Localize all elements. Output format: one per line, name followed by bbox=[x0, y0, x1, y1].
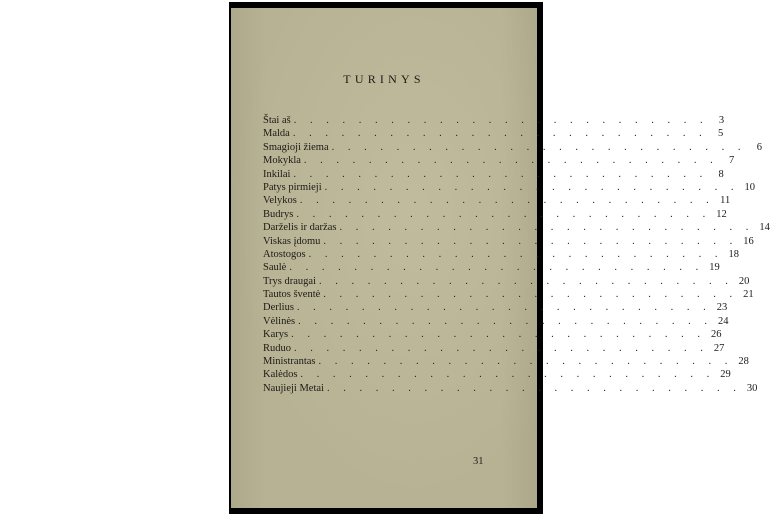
toc-entry-title: Trys draugai bbox=[263, 275, 316, 287]
dot-leader: . . . . . . . . . . . . . . . . . . . . . . . . . . bbox=[331, 141, 746, 153]
toc-entry-page: 19 bbox=[709, 262, 720, 274]
dot-leader: . . . . . . . . . . . . . . . . . . . . . . . . . . bbox=[303, 155, 719, 167]
dot-leader: . . . . . . . . . . . . . . . . . . . . . . . . . . bbox=[296, 208, 711, 220]
page-title: TURINYS bbox=[343, 72, 425, 86]
toc-entry-title: Smagioji žiema bbox=[263, 141, 329, 153]
toc-entry bbox=[263, 141, 762, 154]
toc-entry bbox=[263, 342, 725, 355]
toc-entry bbox=[263, 208, 727, 221]
toc-entry bbox=[263, 275, 750, 288]
toc-entry bbox=[263, 288, 754, 301]
toc-entry-title: Patys pirmieji bbox=[263, 181, 322, 193]
toc-entry bbox=[263, 248, 739, 261]
toc-entry bbox=[263, 315, 729, 328]
toc-entry-page: 20 bbox=[738, 275, 750, 287]
toc-entry-title: Mokykla bbox=[263, 155, 301, 167]
toc-entry bbox=[263, 382, 758, 395]
toc-entry-page: 11 bbox=[720, 195, 731, 207]
toc-entry-title: Karys bbox=[263, 329, 289, 341]
dot-leader: . . . . . . . . . . . . . . . . . . . . . . . . . . bbox=[293, 115, 709, 126]
dot-leader: . . . . . . . . . . . . . . . . . . . . . . . . . . bbox=[296, 302, 712, 314]
toc-entry bbox=[263, 194, 731, 207]
toc-entry-page: 21 bbox=[743, 289, 754, 301]
dot-leader: . . . . . . . . . . . . . . . . . . . . . . . . . . bbox=[323, 235, 738, 247]
toc-entry-page: 26 bbox=[710, 329, 722, 341]
toc-entry bbox=[263, 154, 735, 167]
toc-entry-title: Naujieji Metai bbox=[263, 382, 324, 394]
toc-entry bbox=[263, 368, 731, 381]
toc-entry bbox=[263, 114, 725, 127]
toc-entry-title: Ministrantas bbox=[263, 356, 316, 368]
toc-entry-page: 12 bbox=[716, 208, 727, 220]
toc-entry-page: 27 bbox=[713, 342, 725, 354]
page-number: 31 bbox=[473, 456, 484, 467]
dot-leader: . . . . . . . . . . . . . . . . . . . . . . . . . . bbox=[339, 222, 754, 234]
toc-entry-title: Ruduo bbox=[263, 342, 292, 354]
toc-entry-title: Velykos bbox=[263, 195, 297, 207]
toc-entry-page: 8 bbox=[718, 168, 724, 180]
dot-leader: . . . . . . . . . . . . . . . . . . . . . . . . . . bbox=[298, 315, 713, 327]
toc-entry bbox=[263, 355, 749, 368]
toc-entry-page: 5 bbox=[717, 128, 724, 140]
toc-entry-title: Tautos šventė bbox=[263, 289, 321, 301]
dot-leader: . . . . . . . . . . . . . . . . . . . . . . . . . . bbox=[292, 128, 708, 140]
toc-entry-title: Vėlinės bbox=[263, 315, 296, 327]
dot-leader: . . . . . . . . . . . . . . . . . . . . . . . . . . bbox=[291, 329, 706, 341]
dot-leader: . . . . . . . . . . . . . . . . . . . . . . . . . . bbox=[294, 342, 709, 354]
toc-entry bbox=[263, 168, 724, 181]
toc-entry-page: 18 bbox=[728, 248, 739, 260]
toc-entry bbox=[263, 301, 728, 314]
dot-leader: . . . . . . . . . . . . . . . . . . . . . . . . . . bbox=[319, 275, 734, 287]
dot-leader: . . . . . . . . . . . . . . . . . . . . . . . . . . bbox=[308, 248, 723, 260]
toc-entry-title: Viskas įdomu bbox=[263, 235, 321, 247]
dot-leader: . . . . . . . . . . . . . . . . . . . . . . . . . . bbox=[318, 356, 733, 368]
toc-entry bbox=[263, 328, 722, 341]
book-page bbox=[231, 8, 770, 508]
toc-entry-page: 16 bbox=[743, 235, 754, 247]
dot-leader: . . . . . . . . . . . . . . . . . . . . . . . . . . bbox=[300, 369, 715, 381]
dot-leader: . . . . . . . . . . . . . . . . . . . . . . . . . . bbox=[324, 181, 739, 193]
toc-entry bbox=[263, 261, 720, 274]
toc-entry-page: 24 bbox=[717, 315, 729, 327]
toc-entry-title: Saulė bbox=[263, 262, 287, 274]
toc-entry-page: 29 bbox=[720, 369, 731, 381]
toc-entry-title: Štai aš bbox=[263, 115, 291, 126]
toc-entry bbox=[263, 221, 770, 234]
table-of-contents bbox=[263, 114, 770, 395]
toc-entry-title: Darželis ir daržas bbox=[263, 222, 337, 234]
dot-leader: . . . . . . . . . . . . . . . . . . . . . . . . . . bbox=[326, 382, 742, 394]
toc-entry-title: Inkilai bbox=[263, 168, 291, 180]
dot-leader: . . . . . . . . . . . . . . . . . . . . . . . . . . bbox=[293, 168, 708, 180]
toc-entry bbox=[263, 235, 754, 248]
dot-leader: . . . . . . . . . . . . . . . . . . . . . . . . . . bbox=[323, 289, 738, 301]
toc-entry-title: Derlius bbox=[263, 302, 294, 314]
dot-leader: . . . . . . . . . . . . . . . . . . . . . . . . . . bbox=[299, 195, 715, 207]
toc-entry-page: 14 bbox=[759, 222, 770, 234]
dot-leader: . . . . . . . . . . . . . . . . . . . . . . . . . . bbox=[289, 262, 704, 274]
toc-entry-title: Malda bbox=[263, 128, 290, 140]
toc-entry-page: 30 bbox=[746, 382, 758, 394]
toc-entry-page: 10 bbox=[744, 181, 755, 193]
toc-entry bbox=[263, 127, 724, 140]
toc-entry-title: Atostogos bbox=[263, 248, 306, 260]
toc-entry-page: 6 bbox=[756, 141, 762, 153]
toc-entry-page: 23 bbox=[716, 302, 728, 314]
toc-entry bbox=[263, 181, 755, 194]
toc-entry-page: 28 bbox=[738, 356, 749, 368]
toc-entry-page: 3 bbox=[718, 115, 725, 126]
toc-entry-title: Budrys bbox=[263, 208, 294, 220]
toc-entry-page: 7 bbox=[729, 155, 735, 167]
toc-entry-title: Kalėdos bbox=[263, 369, 298, 381]
